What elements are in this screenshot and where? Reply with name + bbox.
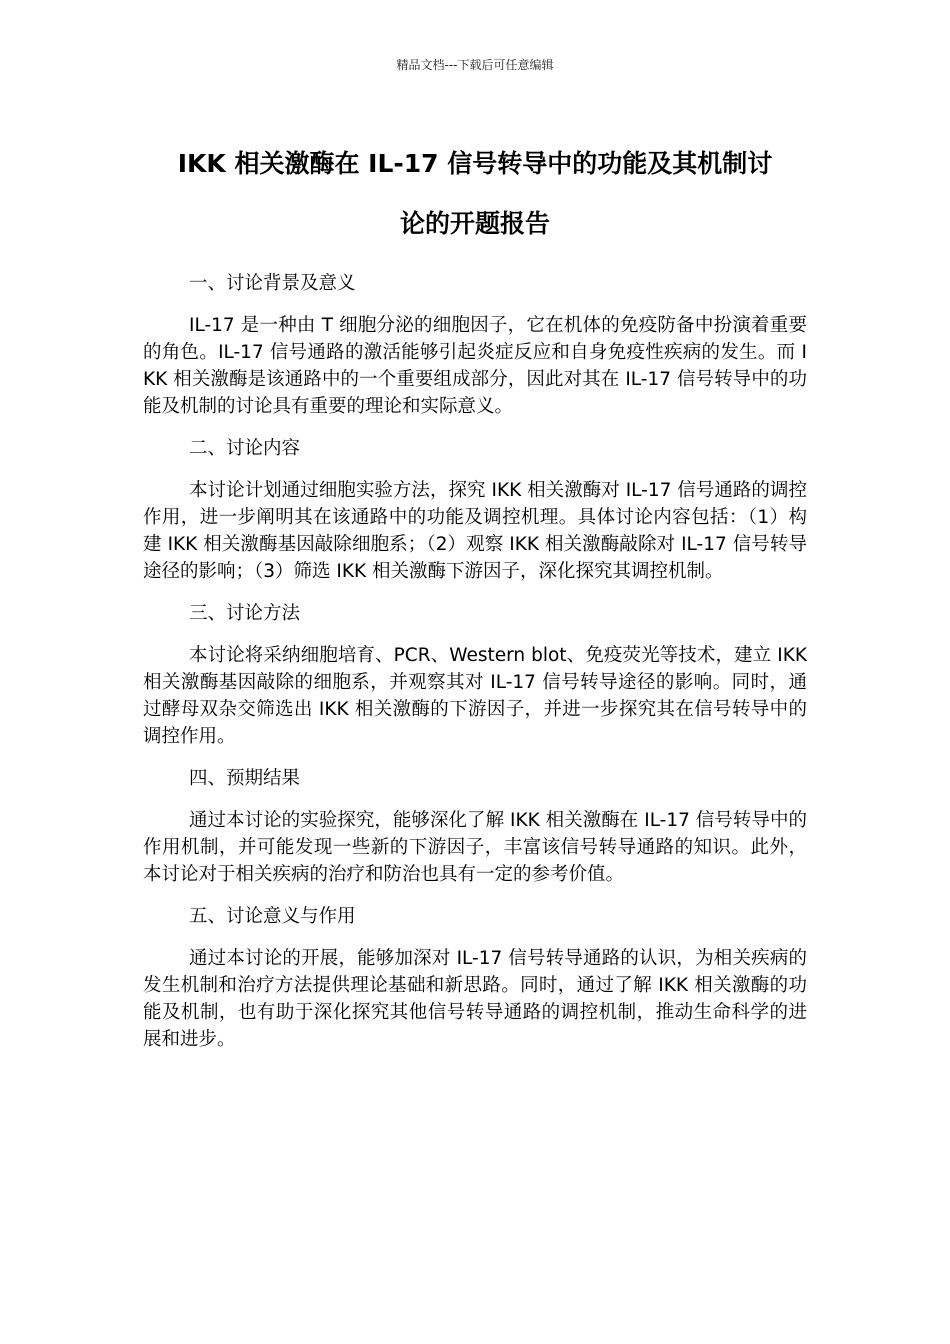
document-body xyxy=(143,270,807,1068)
section-heading: 二、讨论内容 xyxy=(189,438,301,459)
page-header-watermark: 精品文档---下载后可任意编辑 xyxy=(396,58,554,72)
section-paragraph: 本讨论计划通过细胞实验方法，探究 IKK 相关激酶对 IL-17 信号通路的调控作用，进一步阐明其在该通路中的功能及调控机理。具体讨论内容包括：（1）构建 IKK 相关激酶基因敲除细胞系；（2）观察 IKK 相关激酶敲除对 IL-17 信号转导途径的影响；（3）筛选 IKK 相关激酶下游因子，深化探究其调控机制。 xyxy=(143,480,807,582)
section-heading: 四、预期结果 xyxy=(189,768,301,789)
section-heading: 三、讨论方法 xyxy=(189,603,301,624)
section-significance xyxy=(143,903,807,1053)
section-expected-results xyxy=(143,765,807,888)
section-content xyxy=(143,435,807,585)
document-title-line-2: 论的开题报告 xyxy=(399,209,550,238)
section-paragraph: 本讨论将采纳细胞培育、PCR、Western blot、免疫荧光等技术，建立 IKK 相关激酶基因敲除的细胞系，并观察其对 IL-17 信号转导途径的影响。同时，通过酵母双杂交筛选出 IKK 相关激酶的下游因子，并进一步探究其在信号转导中的调控作用。 xyxy=(143,645,807,747)
section-heading: 五、讨论意义与作用 xyxy=(189,906,356,927)
section-heading: 一、讨论背景及意义 xyxy=(189,273,356,294)
section-methods xyxy=(143,600,807,750)
section-paragraph: IL-17 是一种由 T 细胞分泌的细胞因子，它在机体的免疫防备中扮演着重要的角色。IL-17 信号通路的激活能够引起炎症反应和自身免疫性疾病的发生。而 IKK 相关激酶是该通路中的一个重要组成部分，因此对其在 IL-17 信号转导中的功能及机制的讨论具有重要的理论和实际意义。 xyxy=(143,315,807,417)
document-title xyxy=(140,134,810,254)
document-title-line-1: IKK 相关激酶在 IL-17 信号转导中的功能及其机制讨 xyxy=(177,149,773,178)
section-paragraph: 通过本讨论的实验探究，能够深化了解 IKK 相关激酶在 IL-17 信号转导中的作用机制，并可能发现一些新的下游因子，丰富该信号转导通路的知识。此外，本讨论对于相关疾病的治疗和防治也具有一定的参考价值。 xyxy=(143,810,807,885)
section-paragraph: 通过本讨论的开展，能够加深对 IL-17 信号转导通路的认识，为相关疾病的发生机制和治疗方法提供理论基础和新思路。同时，通过了解 IKK 相关激酶的功能及机制，也有助于深化探究其他信号转导通路的调控机制，推动生命科学的进展和进步。 xyxy=(143,948,807,1050)
section-background xyxy=(143,270,807,420)
